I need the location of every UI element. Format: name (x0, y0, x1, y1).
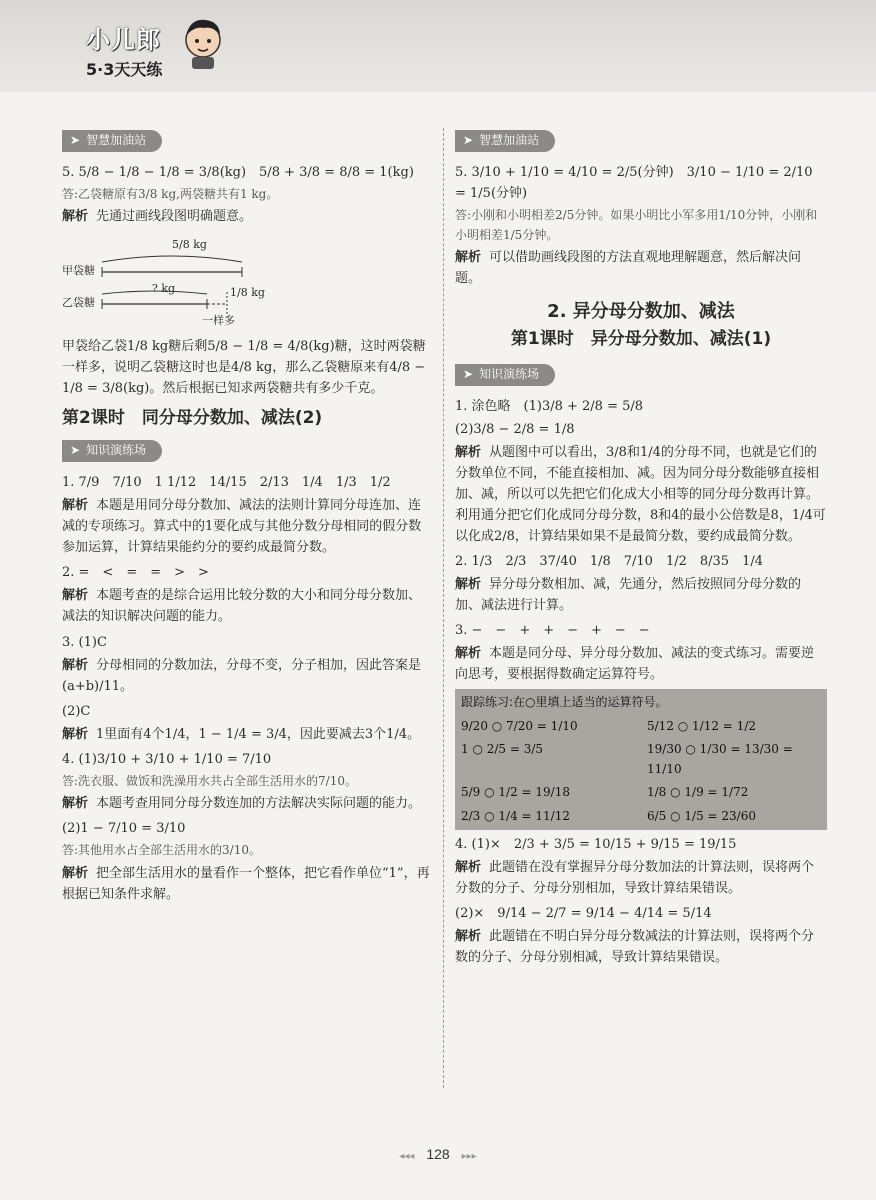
question-2: 2. = < = = > > (62, 565, 209, 581)
right-column (455, 124, 827, 972)
brand-logo (86, 20, 162, 80)
analysis-text: 本题是用同分母分数加、减法的法则计算同分母连加、连减的专项练习。算式中的1要化成与其他分数分母相同的假分数参加运算，计算结果能约分的要约成最简分数。 (62, 498, 422, 556)
brand-title: 小儿郎 (86, 26, 161, 54)
lesson-title: 第2课时 同分母分数加、减法(2) (62, 407, 323, 428)
question-5-formula: 5. 5/8 − 1/8 − 1/8 = 3/8(kg) 5/8 + 3/8 = 8/8 = 1(kg) (62, 165, 414, 180)
question-3: 3. − − + + − + − − (455, 623, 650, 639)
page-number: 128 (426, 1146, 450, 1162)
analysis (455, 574, 827, 616)
question-2: 2. 1/3 2/3 37/40 1/8 7/10 1/2 8/35 1/4 (455, 554, 763, 570)
page-footer (0, 1146, 876, 1162)
mascot-icon (180, 14, 226, 70)
banner-label: 知识演练场 (86, 443, 147, 458)
question-3: 3. (1)C (62, 634, 107, 650)
answer-text: 答:其他用水占全部生活用水的3/10。 (62, 843, 261, 858)
analysis-keyword: 解析 (455, 249, 482, 265)
question-5-formula: 5. 3/10 + 1/10 = 4/10 = 2/5(分钟) 3/10 − 1/10 = 2/10 = 1/5(分钟) (455, 165, 813, 202)
practice-title: 跟踪练习:在○里填上适当的运算符号。 (461, 695, 668, 710)
analysis (455, 643, 827, 685)
analysis-text: 异分母分数相加、减，先通分，然后按照同分母分数的加、减法进行计算。 (455, 577, 802, 614)
diagram-top-label: 5/8 kg (172, 237, 207, 251)
explanation-paragraph: 甲袋给乙袋1/8 kg糖后剩5/8 − 1/8 = 4/8(kg)糖，这时两袋糖一样多，说明乙袋糖这时也是4/8 kg，那么乙袋糖原来有4/8 − 1/8 = 3/8(kg)。然后根据已知求两袋糖共有多少千克。 (62, 338, 426, 396)
analysis-text: 把全部生活用水的量看作一个整体，把它看作单位“1”，再根据已知条件求解。 (62, 865, 430, 902)
question-1: 1. 7/9 7/10 1 1/12 14/15 2/13 1/4 1/3 1/2 (62, 475, 391, 491)
analysis-text: 先通过画线段图明确题意。 (96, 209, 253, 225)
analysis (62, 585, 434, 627)
banner-label: 智慧加油站 (86, 133, 147, 148)
arrow-icon: ➤ (70, 133, 81, 148)
column-divider (443, 128, 444, 1088)
lesson-title: 第1课时 异分母分数加、减法(1) (510, 329, 772, 350)
analysis-keyword: 解析 (455, 646, 482, 662)
follow-up-practice-box (455, 689, 827, 830)
analysis-keyword: 解析 (62, 726, 89, 742)
question-1-part-1: 1. 涂色略 (1)3/8 + 2/8 = 5/8 (455, 398, 644, 414)
next-arrows-icon: ▸▸▸ (461, 1151, 477, 1162)
analysis-text: 本题考查的是综合运用比较分数的大小和同分母分数加、减法的知识解决问题的能力。 (62, 588, 422, 625)
arrow-icon: ➤ (463, 367, 474, 382)
banner-label: 知识演练场 (479, 367, 540, 382)
practice-item: 19/30 ○ 1/30 = 13/30 = 11/10 (647, 742, 793, 776)
analysis-keyword: 解析 (455, 929, 482, 945)
line-segment-diagram (62, 232, 434, 332)
practice-item: 9/20 ○ 7/20 = 1/10 (461, 718, 578, 733)
analysis (62, 793, 434, 814)
prev-arrows-icon: ◂◂◂ (399, 1151, 415, 1162)
analysis-keyword: 解析 (455, 444, 482, 460)
analysis (455, 442, 827, 547)
question-1-part-2: (2)3/8 − 2/8 = 1/8 (455, 421, 575, 437)
analysis-text: 此题错在没有掌握异分母分数加法的计算法则，误将两个分数的分子、分母分别相加，导致计算结果错误。 (455, 860, 815, 897)
diagram-question: ? kg (152, 281, 176, 295)
answer-text: 答:洗衣服、做饭和洗澡用水共占全部生活用水的7/10。 (62, 773, 357, 788)
analysis-keyword: 解析 (62, 209, 89, 225)
practice-item: 2/3 ○ 1/4 = 11/12 (461, 808, 570, 823)
analysis-keyword: 解析 (62, 498, 89, 514)
analysis-text: 从题图中可以看出，3/8和1/4的分母不同，也就是它们的分数单位不同，不能直接相加、减。因为同分母分数能够直接相加、减，所以可以先把它们化成大小相等的同分母分数再计算。利用通分把它们化成同分母分数，8和4的最小公倍数是8，1/4可以化成2/8，计算结果如果不是最简分数，要约成最简分数。 (455, 444, 826, 545)
analysis (455, 926, 827, 968)
analysis-keyword: 解析 (62, 865, 89, 881)
practice-grid (461, 717, 821, 826)
practice-item: 5/9 ○ 1/2 = 19/18 (461, 785, 570, 800)
left-column (62, 124, 434, 909)
page-header (0, 0, 876, 92)
analysis-keyword: 解析 (62, 588, 89, 604)
unit-title: 2. 异分母分数加、减法 (547, 301, 735, 323)
analysis (455, 857, 827, 899)
question-4-part-2: (2)1 − 7/10 = 3/10 (62, 821, 186, 837)
analysis-text: 分母相同的分数加法，分母不变，分子相加，因此答案是(a+b)/11。 (62, 657, 422, 694)
section-banner (455, 130, 555, 152)
section-banner (62, 130, 162, 152)
analysis (62, 206, 434, 227)
question-4-part-1: 4. (1)× 2/3 + 3/5 = 10/15 + 9/15 = 19/15 (455, 836, 737, 852)
question-3-part-2: (2)C (62, 703, 91, 719)
analysis-keyword: 解析 (455, 860, 482, 876)
diagram-label-b: 乙袋糖 (62, 295, 95, 309)
practice-item: 1 ○ 2/5 = 3/5 (461, 742, 544, 757)
diagram-same: 一样多 (202, 313, 235, 327)
analysis (62, 863, 434, 905)
banner-label: 智慧加油站 (479, 133, 540, 148)
analysis (62, 655, 434, 697)
question-4-part-2: (2)× 9/14 − 2/7 = 9/14 − 4/14 = 5/14 (455, 906, 712, 922)
diagram-label-a: 甲袋糖 (62, 263, 95, 277)
arrow-icon: ➤ (70, 443, 81, 458)
brand-subtitle: 5·3天天练 (86, 60, 163, 79)
question-4-part-1: 4. (1)3/10 + 3/10 + 1/10 = 7/10 (62, 751, 272, 767)
practice-item: 6/5 ○ 1/5 = 23/60 (647, 808, 756, 823)
practice-item: 5/12 ○ 1/12 = 1/2 (647, 718, 756, 733)
analysis (62, 495, 434, 558)
section-banner (62, 440, 162, 462)
arrow-icon: ➤ (463, 133, 474, 148)
analysis-text: 可以借助画线段图的方法直观地理解题意，然后解决问题。 (455, 249, 802, 287)
answer-text: 答:乙袋糖原有3/8 kg,两袋糖共有1 kg。 (62, 187, 279, 202)
diagram-eighth: 1/8 kg (230, 285, 265, 299)
analysis-text: 1里面有4个1/4，1 − 1/4 = 3/4，因此要减去3个1/4。 (96, 726, 421, 742)
analysis-keyword: 解析 (62, 796, 89, 812)
analysis (455, 247, 827, 289)
practice-item: 1/8 ○ 1/9 = 1/72 (647, 785, 749, 800)
analysis-text: 本题考查用同分母分数连加的方法解决实际问题的能力。 (96, 796, 422, 812)
analysis-text: 此题错在不明白异分母分数减法的计算法则，误将两个分数的分子、分母分别相减，导致计算结果错误。 (455, 929, 815, 966)
analysis-text: 本题是同分母、异分母分数加、减法的变式练习。需要逆向思考，要根据得数确定运算符号。 (455, 646, 815, 683)
analysis-keyword: 解析 (455, 577, 482, 593)
analysis (62, 724, 434, 745)
analysis-keyword: 解析 (62, 657, 89, 673)
section-banner (455, 364, 555, 386)
answer-text: 答:小刚和小明相差2/5分钟。如果小明比小军多用1/10分钟，小刚和小明相差1/5分钟。 (455, 208, 818, 242)
diagram-lines (62, 232, 322, 332)
